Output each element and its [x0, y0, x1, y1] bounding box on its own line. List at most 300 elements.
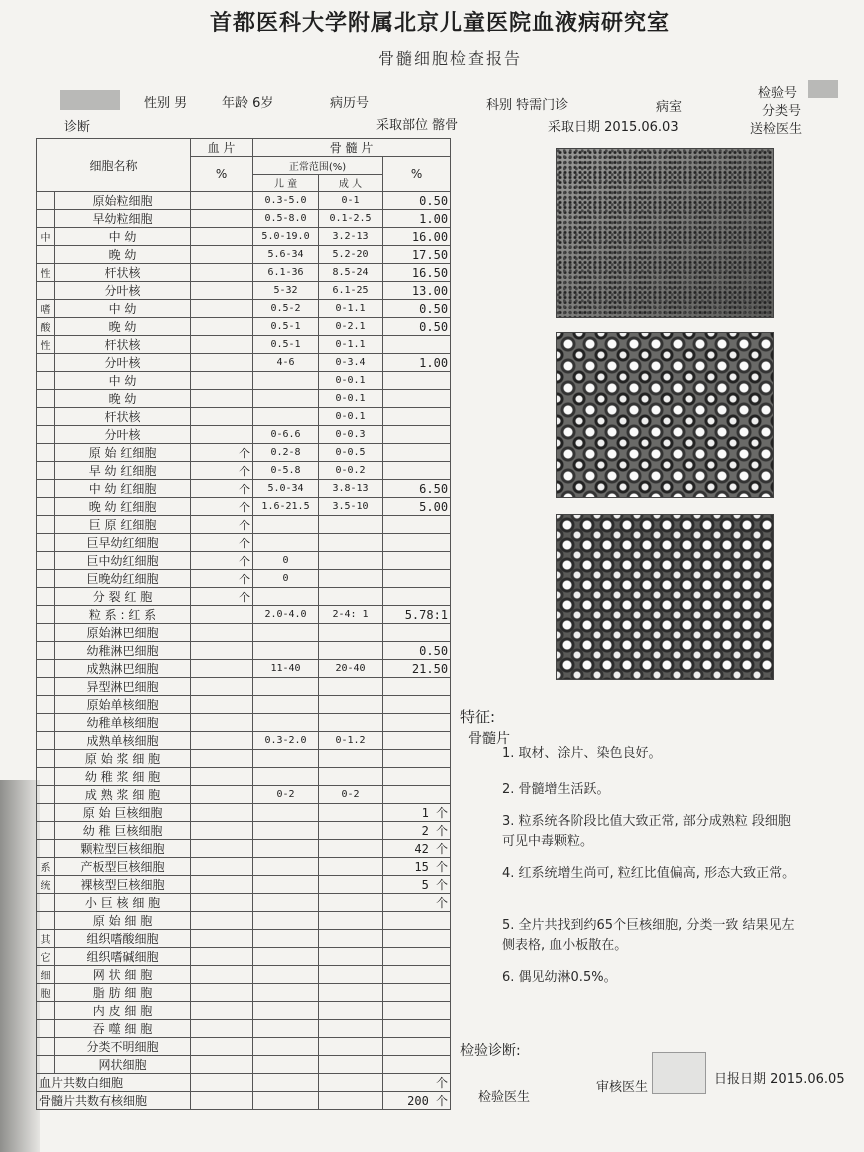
child-range [253, 1038, 319, 1056]
adult-range [319, 642, 383, 660]
table-row [37, 444, 451, 462]
adult-range: 6.1-25 [319, 282, 383, 300]
table-row [37, 552, 451, 570]
blood-value: 个 [191, 498, 253, 516]
table-row [37, 660, 451, 678]
cell-name: 中 幼 [55, 300, 191, 318]
dept-value: 特需门诊 [516, 98, 569, 113]
table-row [37, 462, 451, 480]
adult-range [319, 750, 383, 768]
cell-name: 杆状核 [55, 336, 191, 354]
child-range [253, 750, 319, 768]
table-row [37, 246, 451, 264]
adult-range [319, 822, 383, 840]
table-row [37, 426, 451, 444]
adult-range [319, 678, 383, 696]
marrow-total-label: 骨髓片共数有核细胞 [37, 1092, 191, 1110]
marrow-pct [383, 426, 451, 444]
marrow-pct: 5.78:1 [383, 606, 451, 624]
table-row [37, 390, 451, 408]
table-row [37, 966, 451, 984]
marrow-pct [383, 678, 451, 696]
marrow-pct: 6.50 [383, 480, 451, 498]
table-row [37, 192, 451, 210]
child-range [253, 714, 319, 732]
adult-range [319, 966, 383, 984]
child-range: 0.5-1 [253, 318, 319, 336]
cell-table [36, 138, 451, 1110]
row-group-label [37, 678, 55, 696]
blood-value [191, 606, 253, 624]
marrow-pct: 0.50 [383, 642, 451, 660]
record-no-label: 病历号 [330, 96, 370, 111]
dept-field [486, 94, 568, 113]
child-range [253, 624, 319, 642]
marrow-pct [383, 552, 451, 570]
marrow-pct [383, 336, 451, 354]
child-range: 0-6.6 [253, 426, 319, 444]
child-range: 0-2 [253, 786, 319, 804]
child-range [253, 390, 319, 408]
adult-range [319, 516, 383, 534]
cell-name: 分叶核 [55, 426, 191, 444]
table-row [37, 1002, 451, 1020]
cell-name: 颗粒型巨核细胞 [55, 840, 191, 858]
child-range: 1.6-21.5 [253, 498, 319, 516]
marrow-pct: 1 个 [383, 804, 451, 822]
adult-range: 0-2 [319, 786, 383, 804]
child-range [253, 840, 319, 858]
age-field [222, 92, 273, 111]
row-group-label [37, 570, 55, 588]
table-row [37, 894, 451, 912]
marrow-pct [383, 444, 451, 462]
marrow-pct [383, 588, 451, 606]
cell-name: 组织嗜碱细胞 [55, 948, 191, 966]
reviewer-stamp [652, 1052, 706, 1094]
cell-name: 幼 稚 浆 细 胞 [55, 768, 191, 786]
feature-item: 5. 全片共找到约65个巨核细胞, 分类一致 结果见左侧表格, 血小板散在。 [502, 918, 795, 953]
site-field [376, 114, 458, 133]
blood-value: 个 [191, 534, 253, 552]
child-range: 0.5-8.0 [253, 210, 319, 228]
child-range: 0.5-1 [253, 336, 319, 354]
child-range: 0 [253, 552, 319, 570]
cell-name: 原 始 红细胞 [55, 444, 191, 462]
blood-value [191, 1002, 253, 1020]
marrow-pct [383, 732, 451, 750]
blood-value: 个 [191, 552, 253, 570]
blood-value [191, 624, 253, 642]
marrow-pct [383, 912, 451, 930]
row-group-label: 性 [37, 336, 55, 354]
table-row [37, 750, 451, 768]
blood-value [191, 390, 253, 408]
row-group-label [37, 1056, 55, 1074]
table-row [37, 534, 451, 552]
marrow-pct: 5 个 [383, 876, 451, 894]
col-adult: 成 人 [319, 174, 383, 192]
marrow-pct [383, 696, 451, 714]
marrow-pct [383, 516, 451, 534]
child-range [253, 858, 319, 876]
marrow-pct: 1.00 [383, 210, 451, 228]
child-range [253, 516, 319, 534]
adult-range [319, 714, 383, 732]
child-range [253, 894, 319, 912]
row-group-label: 统 [37, 876, 55, 894]
blood-value [191, 264, 253, 282]
table-row [37, 768, 451, 786]
blood-value [191, 282, 253, 300]
marrow-pct: 0.50 [383, 318, 451, 336]
blood-value [191, 696, 253, 714]
cell-name: 中 幼 [55, 228, 191, 246]
row-group-label: 细 [37, 966, 55, 984]
row-group-label [37, 480, 55, 498]
child-range [253, 930, 319, 948]
blood-value [191, 930, 253, 948]
row-group-label [37, 354, 55, 372]
cell-name: 脂 肪 细 胞 [55, 984, 191, 1002]
row-group-label: 其 [37, 930, 55, 948]
table-row [37, 210, 451, 228]
age-value: 6岁 [252, 96, 274, 111]
child-range [253, 642, 319, 660]
adult-range: 0-0.2 [319, 462, 383, 480]
marrow-pct [383, 624, 451, 642]
table-row [37, 282, 451, 300]
row-group-label [37, 840, 55, 858]
blood-total-unit: 个 [383, 1074, 451, 1092]
row-group-label [37, 588, 55, 606]
table-row [37, 930, 451, 948]
adult-range: 20-40 [319, 660, 383, 678]
blood-value [191, 336, 253, 354]
marrow-pct: 0.50 [383, 300, 451, 318]
marrow-pct: 1.00 [383, 354, 451, 372]
marrow-pct [383, 984, 451, 1002]
row-group-label [37, 714, 55, 732]
child-range: 5-32 [253, 282, 319, 300]
table-row [37, 1038, 451, 1056]
table-row [37, 318, 451, 336]
report-date-value: 2015.06.05 [770, 1072, 845, 1087]
report-date [714, 1068, 845, 1087]
row-group-label [37, 912, 55, 930]
row-group-label [37, 768, 55, 786]
marrow-pct [383, 372, 451, 390]
cell-name: 巨 原 红细胞 [55, 516, 191, 534]
cell-name: 裸核型巨核细胞 [55, 876, 191, 894]
cell-name: 幼稚淋巴细胞 [55, 642, 191, 660]
table-row [37, 786, 451, 804]
adult-range: 0-0.1 [319, 372, 383, 390]
table-row [37, 624, 451, 642]
redacted-exam-no [808, 80, 838, 98]
adult-range [319, 948, 383, 966]
table-row [37, 300, 451, 318]
marrow-pct [383, 390, 451, 408]
adult-range [319, 912, 383, 930]
blood-value [191, 840, 253, 858]
child-range: 2.0-4.0 [253, 606, 319, 624]
blood-value [191, 876, 253, 894]
row-group-label: 嗜 [37, 300, 55, 318]
row-group-label: 中 [37, 228, 55, 246]
marrow-pct: 2 个 [383, 822, 451, 840]
adult-range [319, 894, 383, 912]
row-group-label [37, 498, 55, 516]
row-group-label [37, 210, 55, 228]
marrow-pct: 5.00 [383, 498, 451, 516]
child-range: 0.3-2.0 [253, 732, 319, 750]
adult-range: 0-1.1 [319, 300, 383, 318]
table-row [37, 408, 451, 426]
table-row [37, 1056, 451, 1074]
marrow-pct: 个 [383, 894, 451, 912]
adult-range: 0-3.4 [319, 354, 383, 372]
table-row [37, 498, 451, 516]
row-group-label [37, 642, 55, 660]
cell-name: 杆状核 [55, 408, 191, 426]
child-range [253, 984, 319, 1002]
adult-range: 0.1-2.5 [319, 210, 383, 228]
blood-value [191, 786, 253, 804]
marrow-pct: 0.50 [383, 192, 451, 210]
micrograph-high-power-1 [556, 332, 774, 498]
row-group-label [37, 1020, 55, 1038]
child-range: 6.1-36 [253, 264, 319, 282]
diagnosis-label: 诊断 [64, 120, 91, 135]
marrow-pct: 42 个 [383, 840, 451, 858]
row-group-label [37, 804, 55, 822]
marrow-pct: 16.50 [383, 264, 451, 282]
blood-value: 个 [191, 462, 253, 480]
child-range: 0.5-2 [253, 300, 319, 318]
row-group-label [37, 246, 55, 264]
blood-value [191, 858, 253, 876]
blood-value [191, 714, 253, 732]
examiner-label: 检验医生 [478, 1090, 531, 1105]
blood-value [191, 912, 253, 930]
table-row [37, 642, 451, 660]
marrow-pct [383, 534, 451, 552]
cell-name: 晚 幼 红细胞 [55, 498, 191, 516]
child-range: 0 [253, 570, 319, 588]
cell-name: 中 幼 [55, 372, 191, 390]
table-row [37, 714, 451, 732]
feature-item: 2. 骨髓增生活跃。 [502, 782, 610, 797]
child-range [253, 876, 319, 894]
cell-name: 成熟淋巴细胞 [55, 660, 191, 678]
marrow-pct: 17.50 [383, 246, 451, 264]
adult-range: 0-1.1 [319, 336, 383, 354]
features-title: 特征: [460, 708, 496, 726]
date-value: 2015.06.03 [604, 120, 679, 135]
child-range [253, 768, 319, 786]
adult-range: 5.2-20 [319, 246, 383, 264]
table-row [37, 228, 451, 246]
adult-range: 0-0.1 [319, 408, 383, 426]
marrow-pct [383, 768, 451, 786]
adult-range: 2-4: 1 [319, 606, 383, 624]
marrow-pct [383, 930, 451, 948]
cell-name: 原 始 巨核细胞 [55, 804, 191, 822]
row-group-label [37, 516, 55, 534]
adult-range: 0-1.2 [319, 732, 383, 750]
cell-name: 晚 幼 [55, 390, 191, 408]
table-row [37, 912, 451, 930]
child-range [253, 1002, 319, 1020]
row-group-label [37, 822, 55, 840]
col-marrow: 骨 髓 片 [253, 139, 451, 157]
cell-name: 产板型巨核细胞 [55, 858, 191, 876]
child-range: 11-40 [253, 660, 319, 678]
cell-name: 吞 噬 细 胞 [55, 1020, 191, 1038]
category-no-label: 分类号 [762, 104, 802, 119]
col-cell-name: 细胞名称 [37, 139, 191, 192]
row-group-label [37, 372, 55, 390]
sex-label: 性别 [144, 96, 171, 111]
redacted-name [60, 90, 120, 110]
row-group-label [37, 390, 55, 408]
blood-value [191, 822, 253, 840]
row-group-label [37, 660, 55, 678]
marrow-pct: 16.00 [383, 228, 451, 246]
marrow-pct [383, 570, 451, 588]
cell-name: 小 巨 核 细 胞 [55, 894, 191, 912]
table-row [37, 822, 451, 840]
child-range [253, 588, 319, 606]
blood-value [191, 894, 253, 912]
table-row [37, 948, 451, 966]
cell-name: 原始单核细胞 [55, 696, 191, 714]
cell-name: 幼稚单核细胞 [55, 714, 191, 732]
table-row [37, 606, 451, 624]
table-row [37, 336, 451, 354]
blood-value [191, 1038, 253, 1056]
feature-item: 4. 红系统增生尚可, 粒红比值偏高, 形态大致正常。 [502, 866, 796, 881]
table-row [37, 588, 451, 606]
child-range: 4-6 [253, 354, 319, 372]
site-label: 采取部位 [376, 118, 429, 133]
adult-range: 0-1 [319, 192, 383, 210]
marrow-pct [383, 948, 451, 966]
row-group-label [37, 894, 55, 912]
col-blood: 血 片 [191, 139, 253, 157]
cell-name: 晚 幼 [55, 318, 191, 336]
row-group-label: 它 [37, 948, 55, 966]
table-row [37, 570, 451, 588]
cell-name: 巨中幼红细胞 [55, 552, 191, 570]
table-row [37, 696, 451, 714]
diagnosis-section-label: 检验诊断: [460, 1043, 521, 1059]
col-blood-pct: % [191, 157, 253, 192]
adult-range [319, 1002, 383, 1020]
blood-value: 个 [191, 444, 253, 462]
adult-range: 8.5-24 [319, 264, 383, 282]
cell-name: 粒 系 : 红 系 [55, 606, 191, 624]
child-range [253, 912, 319, 930]
marrow-pct [383, 462, 451, 480]
marrow-pct [383, 1038, 451, 1056]
blood-value [191, 426, 253, 444]
adult-range [319, 696, 383, 714]
dept-label: 科别 [486, 98, 513, 113]
table-row [37, 732, 451, 750]
row-group-label [37, 1002, 55, 1020]
adult-range [319, 984, 383, 1002]
child-range: 0.2-8 [253, 444, 319, 462]
cell-name: 原始淋巴细胞 [55, 624, 191, 642]
marrow-total-value: 200 个 [383, 1092, 451, 1110]
ward-label: 病室 [656, 100, 683, 115]
child-range: 0.3-5.0 [253, 192, 319, 210]
cell-name: 晚 幼 [55, 246, 191, 264]
date-label: 采取日期 [548, 120, 601, 135]
adult-range [319, 1056, 383, 1074]
blood-value [191, 1056, 253, 1074]
cell-name: 网状细胞 [55, 1056, 191, 1074]
cell-name: 成熟单核细胞 [55, 732, 191, 750]
table-row [37, 804, 451, 822]
blood-value [191, 732, 253, 750]
feature-item: 1. 取材、涂片、染色良好。 [502, 746, 662, 761]
child-range [253, 408, 319, 426]
adult-range [319, 534, 383, 552]
col-normal-range: 正常范围(%) [253, 157, 383, 175]
cell-name: 杆状核 [55, 264, 191, 282]
doctor-label: 送检医生 [750, 122, 803, 137]
cell-name: 中 幼 红细胞 [55, 480, 191, 498]
cell-name: 原 始 细 胞 [55, 912, 191, 930]
row-group-label [37, 786, 55, 804]
cell-name: 分类不明细胞 [55, 1038, 191, 1056]
child-range [253, 804, 319, 822]
cell-name: 内 皮 细 胞 [55, 1002, 191, 1020]
row-group-label [37, 1038, 55, 1056]
table-row [37, 858, 451, 876]
child-range [253, 678, 319, 696]
blood-value [191, 678, 253, 696]
child-range [253, 696, 319, 714]
blood-value: 个 [191, 588, 253, 606]
marrow-pct [383, 966, 451, 984]
marrow-pct: 15 个 [383, 858, 451, 876]
cell-name: 早 幼 红细胞 [55, 462, 191, 480]
adult-range [319, 1038, 383, 1056]
marrow-pct: 13.00 [383, 282, 451, 300]
child-range: 0-5.8 [253, 462, 319, 480]
marrow-pct [383, 714, 451, 732]
adult-range: 0-0.5 [319, 444, 383, 462]
marrow-pct [383, 1056, 451, 1074]
col-child: 儿 童 [253, 174, 319, 192]
cell-name: 巨早幼红细胞 [55, 534, 191, 552]
table-row [37, 516, 451, 534]
blood-value [191, 192, 253, 210]
adult-range [319, 624, 383, 642]
micrograph-low-power [556, 148, 774, 318]
adult-range [319, 570, 383, 588]
feature-item: 6. 偶见幼淋0.5%。 [502, 970, 617, 985]
blood-value [191, 768, 253, 786]
adult-range: 3.2-13 [319, 228, 383, 246]
age-label: 年龄 [222, 96, 249, 111]
adult-range [319, 930, 383, 948]
site-value: 髂骨 [432, 118, 459, 133]
